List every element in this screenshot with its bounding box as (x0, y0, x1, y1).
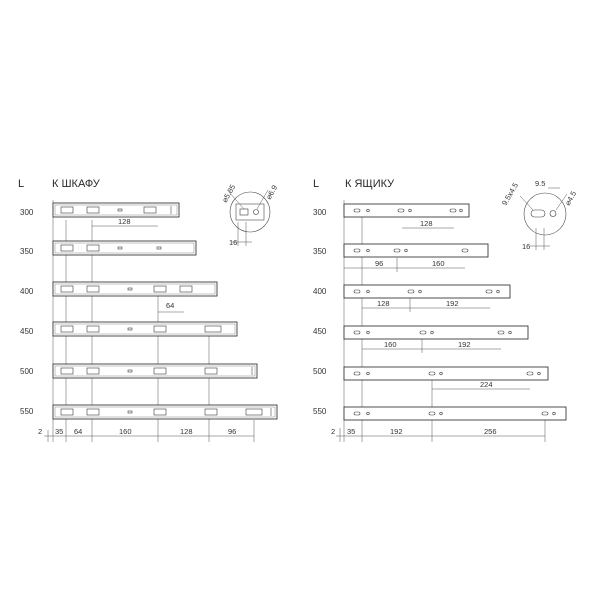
left-bottom-dim-35: 35 (55, 427, 64, 436)
right-rail-400 (344, 285, 510, 298)
left-dim-400: 64 (166, 301, 175, 310)
right-detail-w: 16 (522, 242, 531, 251)
left-bottom-dim-128: 128 (180, 427, 193, 436)
left-rail-500 (53, 364, 257, 378)
right-rail-500 (344, 367, 548, 380)
right-length-550: 550 (313, 407, 327, 416)
left-length-300: 300 (20, 208, 34, 217)
right-length-400: 400 (313, 287, 327, 296)
right-dim-350-a: 96 (375, 259, 384, 268)
right-length-500: 500 (313, 367, 327, 376)
right-length-300: 300 (313, 208, 327, 217)
right-detail-top: 9.5 (535, 179, 546, 188)
right-panel (313, 178, 578, 442)
left-bottom-dim-2: 2 (38, 427, 43, 436)
left-bottom-dim-160: 160 (119, 427, 132, 436)
left-panel (18, 178, 279, 442)
right-dim-450-b: 192 (458, 340, 471, 349)
right-length-450: 450 (313, 327, 327, 336)
right-bottom-dim-35: 35 (347, 427, 356, 436)
left-detail-d2: ⌀6.9 (263, 183, 280, 201)
left-detail-d1: ⌀5.85 (219, 182, 238, 204)
left-rail-300 (53, 203, 179, 217)
left-rail-450 (53, 322, 237, 336)
right-rail-450 (344, 326, 528, 339)
right-dim-400-b: 192 (446, 299, 459, 308)
left-detail-w: 16 (229, 238, 238, 247)
right-dim-350-b: 160 (432, 259, 445, 268)
right-dim-450-a: 160 (384, 340, 397, 349)
left-rail-400 (53, 282, 217, 296)
left-rail-350 (53, 241, 196, 255)
left-dim-300: 128 (118, 217, 131, 226)
left-title: К ШКАФУ (52, 178, 100, 190)
right-bottom-dim-192: 192 (390, 427, 403, 436)
left-length-350: 350 (20, 247, 34, 256)
left-column-label: L (18, 178, 25, 190)
right-bottom-dim-2: 2 (331, 427, 336, 436)
left-bottom-dim-64: 64 (74, 427, 83, 436)
right-dim-400-a: 128 (377, 299, 390, 308)
right-rail-300 (344, 204, 469, 217)
left-length-400: 400 (20, 287, 34, 296)
left-length-550: 550 (20, 407, 34, 416)
right-rail-550 (344, 407, 566, 420)
right-column-label: L (313, 178, 320, 190)
right-detail-d1: 9.5x4.5 (499, 181, 521, 207)
right-dim-500: 224 (480, 380, 493, 389)
right-dim-300: 128 (420, 219, 433, 228)
right-length-350: 350 (313, 247, 327, 256)
left-length-500: 500 (20, 367, 34, 376)
left-length-450: 450 (20, 327, 34, 336)
left-bottom-dim-96: 96 (228, 427, 237, 436)
right-bottom-dim-256: 256 (484, 427, 497, 436)
left-rail-550 (53, 405, 277, 419)
right-detail-view (520, 188, 567, 250)
right-detail-d2: ⌀4.5 (562, 189, 579, 207)
right-rail-350 (344, 244, 488, 257)
right-title: К ЯЩИКУ (345, 178, 395, 190)
